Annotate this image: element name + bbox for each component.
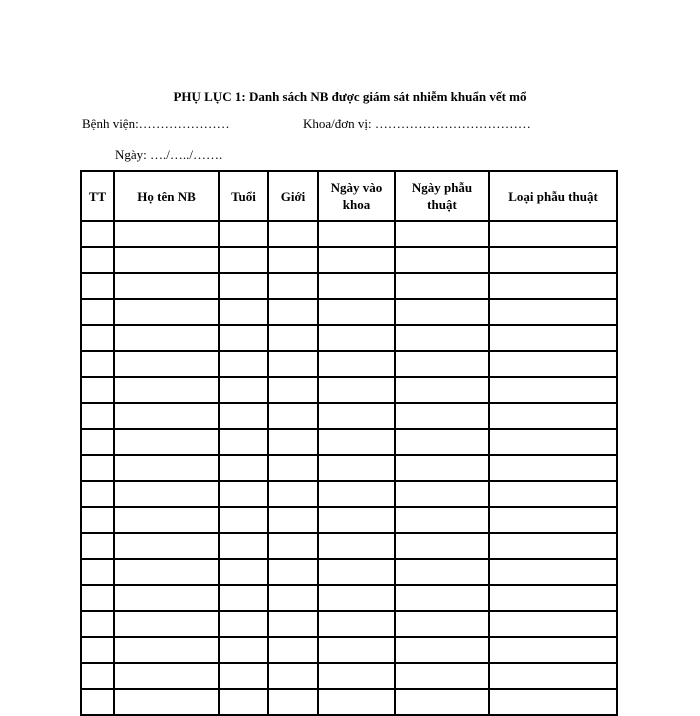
cell-admission-date [318,637,395,663]
cell-patient-name [114,325,219,351]
cell-tt [81,221,114,247]
cell-age [219,299,268,325]
cell-surgery-date [395,429,489,455]
cell-patient-name [114,403,219,429]
cell-surgery-type [489,403,617,429]
column-header-age: Tuổi [219,171,268,221]
cell-tt [81,637,114,663]
table-row [81,325,617,351]
cell-tt [81,299,114,325]
cell-age [219,429,268,455]
cell-surgery-type [489,533,617,559]
cell-surgery-date [395,221,489,247]
cell-gender [268,299,318,325]
date-field: Ngày: …./…../……. [115,147,223,162]
cell-surgery-type [489,455,617,481]
cell-gender [268,637,318,663]
department-field: Khoa/đơn vị: ……………………………… [303,116,531,131]
cell-admission-date [318,403,395,429]
table-row [81,299,617,325]
cell-surgery-date [395,585,489,611]
table-row [81,377,617,403]
cell-admission-date [318,585,395,611]
cell-age [219,455,268,481]
cell-patient-name [114,507,219,533]
cell-surgery-date [395,247,489,273]
cell-surgery-date [395,455,489,481]
cell-age [219,663,268,689]
cell-surgery-type [489,585,617,611]
cell-age [219,637,268,663]
cell-tt [81,481,114,507]
cell-admission-date [318,377,395,403]
table-row [81,689,617,715]
table-row [81,273,617,299]
cell-tt [81,403,114,429]
cell-patient-name [114,377,219,403]
cell-tt [81,377,114,403]
cell-patient-name [114,559,219,585]
cell-surgery-type [489,377,617,403]
cell-surgery-date [395,559,489,585]
cell-tt [81,689,114,715]
cell-admission-date [318,533,395,559]
cell-surgery-type [489,559,617,585]
table-row [81,429,617,455]
cell-surgery-date [395,351,489,377]
cell-patient-name [114,351,219,377]
cell-patient-name [114,455,219,481]
cell-admission-date [318,351,395,377]
cell-tt [81,663,114,689]
cell-surgery-type [489,429,617,455]
page-title: PHỤ LỤC 1: Danh sách NB được giám sát nhiễm khuẩn vết mổ [173,89,527,104]
cell-gender [268,585,318,611]
cell-surgery-date [395,299,489,325]
cell-admission-date [318,507,395,533]
cell-patient-name [114,299,219,325]
column-header-gender: Giới [268,171,318,221]
cell-admission-date [318,481,395,507]
cell-age [219,351,268,377]
cell-gender [268,247,318,273]
cell-gender [268,507,318,533]
cell-patient-name [114,429,219,455]
cell-gender [268,403,318,429]
cell-gender [268,221,318,247]
table-row [81,351,617,377]
table-row [81,663,617,689]
column-header-surgery-type: Loại phẫu thuật [489,171,617,221]
cell-tt [81,273,114,299]
table-row [81,637,617,663]
cell-surgery-type [489,221,617,247]
table-row [81,559,617,585]
cell-age [219,273,268,299]
column-header-surgery-date: Ngày phẫu thuật [395,171,489,221]
cell-gender [268,455,318,481]
cell-surgery-date [395,377,489,403]
cell-tt [81,611,114,637]
cell-admission-date [318,455,395,481]
cell-gender [268,325,318,351]
cell-patient-name [114,611,219,637]
cell-surgery-date [395,325,489,351]
cell-age [219,247,268,273]
cell-admission-date [318,611,395,637]
cell-admission-date [318,325,395,351]
hospital-field: Bệnh viện:………………… [82,116,230,131]
cell-patient-name [114,247,219,273]
column-header-patient-name: Họ tên NB [114,171,219,221]
cell-surgery-date [395,481,489,507]
cell-surgery-type [489,637,617,663]
column-header-tt: TT [81,171,114,221]
cell-surgery-type [489,689,617,715]
cell-tt [81,533,114,559]
cell-patient-name [114,481,219,507]
table-row [81,533,617,559]
cell-surgery-type [489,481,617,507]
cell-age [219,689,268,715]
cell-surgery-type [489,247,617,273]
table-row [81,585,617,611]
table-row [81,403,617,429]
cell-surgery-date [395,689,489,715]
cell-gender [268,273,318,299]
cell-surgery-type [489,273,617,299]
cell-admission-date [318,429,395,455]
cell-surgery-type [489,299,617,325]
table-row [81,455,617,481]
cell-admission-date [318,689,395,715]
cell-gender [268,689,318,715]
table-body [81,221,617,715]
cell-gender [268,351,318,377]
cell-patient-name [114,663,219,689]
cell-admission-date [318,299,395,325]
cell-age [219,559,268,585]
cell-patient-name [114,221,219,247]
cell-age [219,403,268,429]
cell-patient-name [114,533,219,559]
cell-surgery-type [489,663,617,689]
cell-tt [81,351,114,377]
cell-surgery-type [489,325,617,351]
cell-tt [81,247,114,273]
cell-age [219,377,268,403]
cell-gender [268,533,318,559]
cell-tt [81,507,114,533]
column-header-admission-date: Ngày vào khoa [318,171,395,221]
table-row [81,611,617,637]
cell-surgery-date [395,637,489,663]
cell-patient-name [114,637,219,663]
cell-admission-date [318,247,395,273]
cell-age [219,585,268,611]
cell-age [219,611,268,637]
cell-gender [268,559,318,585]
cell-surgery-type [489,351,617,377]
cell-surgery-date [395,507,489,533]
cell-age [219,507,268,533]
table-row [81,247,617,273]
cell-patient-name [114,689,219,715]
table-row [81,221,617,247]
cell-age [219,481,268,507]
cell-tt [81,325,114,351]
cell-surgery-date [395,403,489,429]
cell-gender [268,377,318,403]
cell-gender [268,663,318,689]
cell-tt [81,429,114,455]
cell-surgery-date [395,663,489,689]
cell-tt [81,559,114,585]
cell-surgery-date [395,273,489,299]
cell-age [219,221,268,247]
table-row [81,481,617,507]
cell-admission-date [318,221,395,247]
cell-gender [268,611,318,637]
cell-tt [81,455,114,481]
cell-admission-date [318,273,395,299]
cell-patient-name [114,585,219,611]
table-header-row [81,171,617,221]
cell-admission-date [318,663,395,689]
cell-tt [81,585,114,611]
cell-surgery-type [489,507,617,533]
cell-gender [268,429,318,455]
cell-admission-date [318,559,395,585]
cell-surgery-date [395,533,489,559]
cell-surgery-date [395,611,489,637]
cell-age [219,325,268,351]
cell-age [219,533,268,559]
cell-gender [268,481,318,507]
table-row [81,507,617,533]
patient-list-table [80,170,618,716]
cell-surgery-type [489,611,617,637]
cell-patient-name [114,273,219,299]
